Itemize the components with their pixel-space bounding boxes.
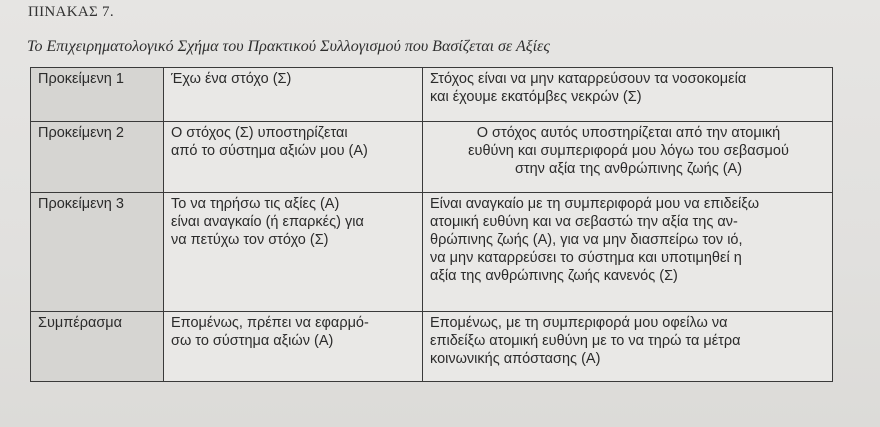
table-number: ΠΙΝΑΚΑΣ 7. (28, 4, 114, 20)
example-cell: Ο στόχος αυτός υποστηρίζεται από την ατομική ευθύνη και συμπεριφορά μου λόγω του σεβασμού στην αξία της ανθρώπινης ζωής (Α) (423, 122, 833, 193)
example-cell: Στόχος είναι να μην καταρρεύσουν τα νοσοκομεία και έχουμε εκατόμβες νεκρών (Σ) (423, 68, 833, 122)
premise-cell: Έχω ένα στόχο (Σ) (164, 68, 423, 122)
table-row (31, 122, 833, 193)
row-label: Προκείμενη 3 (31, 193, 164, 312)
table-row (31, 193, 833, 312)
row-label: Προκείμενη 2 (31, 122, 164, 193)
example-cell: Επομένως, με τη συμπεριφορά μου οφείλω να επιδείξω ατομική ευθύνη με το να τηρώ τα μέτρα κοινωνικής απόστασης (Α) (423, 312, 833, 382)
row-label: Προκείμενη 1 (31, 68, 164, 122)
premise-cell: Επομένως, πρέπει να εφαρμό- σω το σύστημα αξιών (Α) (164, 312, 423, 382)
row-label: Συμπέρασμα (31, 312, 164, 382)
table-row (31, 68, 833, 122)
example-cell: Είναι αναγκαίο με τη συμπεριφορά μου να επιδείξω ατομική ευθύνη και να σεβαστώ την αξία της αν- θρώπινης ζωής (Α), για να μην διασπείρω τον ιό, να μην καταρρεύσει το σύστημα και υποτιμηθεί η αξία της ανθρώπινης ζωής κανενός (Σ) (423, 193, 833, 312)
premise-cell: Το να τηρήσω τις αξίες (Α) είναι αναγκαίο (ή επαρκές) για να πετύχω τον στόχο (Σ) (164, 193, 423, 312)
table-caption: Το Επιχειρηματολογικό Σχήμα του Πρακτικού Συλλογισμού που Βασίζεται σε Αξίες (27, 38, 550, 55)
table-row (31, 312, 833, 382)
premise-cell: Ο στόχος (Σ) υποστηρίζεται από το σύστημα αξιών μου (Α) (164, 122, 423, 193)
argument-schema-table (30, 67, 833, 382)
